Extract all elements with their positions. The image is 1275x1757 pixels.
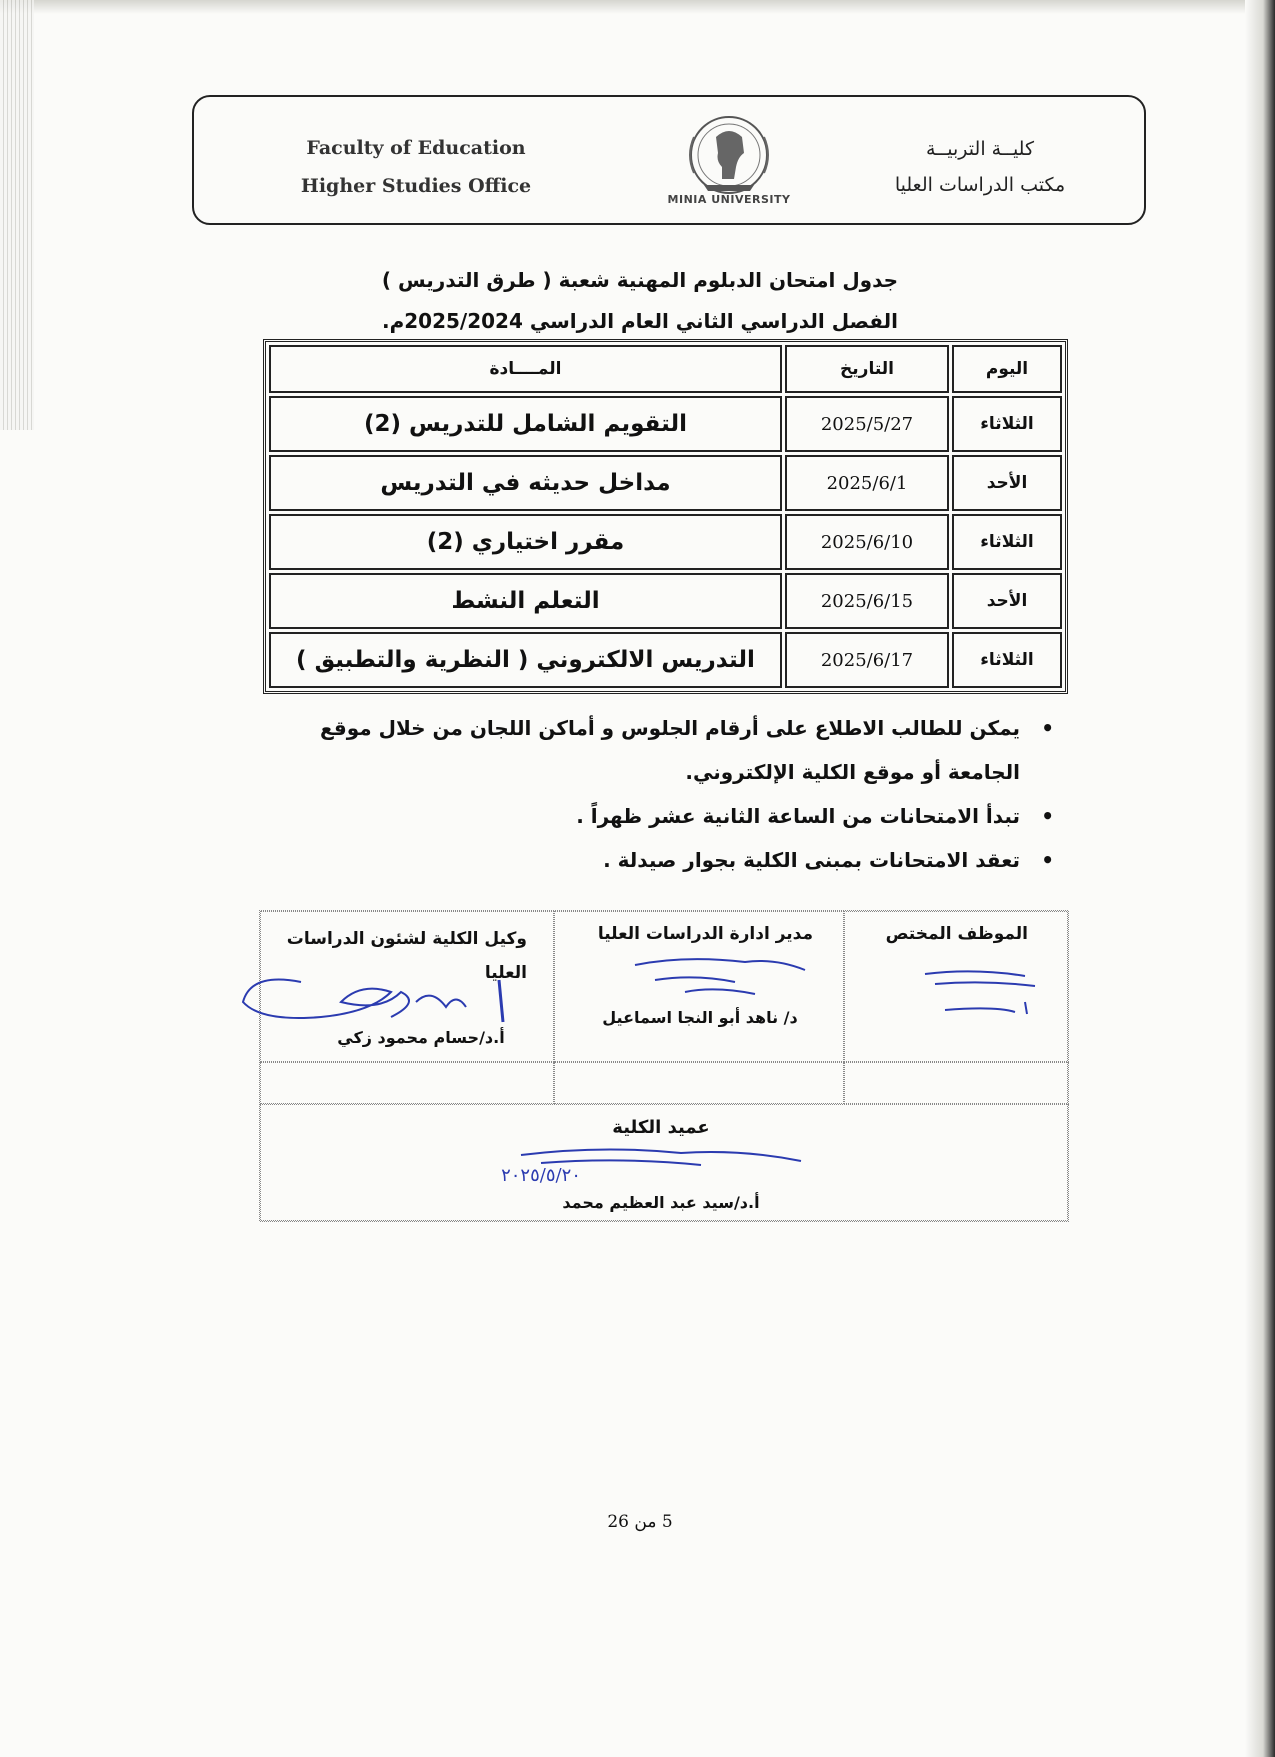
header-day: اليوم xyxy=(952,345,1062,393)
document-title: جدول امتحان الدبلوم المهنية شعبة ( طرق التدريس ) xyxy=(381,268,899,292)
vice-dean-cell xyxy=(260,911,554,1062)
empty-cell xyxy=(554,1062,844,1104)
row-day: الأحد xyxy=(952,455,1062,511)
logo-caption: MINIA UNIVERSITY xyxy=(667,193,791,206)
scan-right-edge xyxy=(1245,0,1275,1757)
director-cell xyxy=(554,911,844,1062)
row-date: 2025/6/1 xyxy=(785,455,949,511)
employee-cell xyxy=(844,911,1069,1062)
dean-title: عميد الكلية xyxy=(612,1117,710,1138)
vice-dean-name: أ.د/حسام محمود زكي xyxy=(337,1028,505,1047)
row-day: الثلاثاء xyxy=(952,396,1062,452)
director-signature-icon xyxy=(625,950,825,1002)
director-name: د/ ناهد أبو النجا اسماعيل xyxy=(602,1008,798,1027)
table-row xyxy=(269,632,1062,688)
row-day: الثلاثاء xyxy=(952,632,1062,688)
table-row xyxy=(269,455,1062,511)
note-item: • تبدأ الامتحانات من الساعة الثانية عشر ظهراً . xyxy=(300,794,1020,838)
office-name-ar: مكتب الدراسات العليا xyxy=(894,174,1066,196)
table-row xyxy=(269,514,1062,570)
table-row xyxy=(269,396,1062,452)
row-date: 2025/6/10 xyxy=(785,514,949,570)
employee-title: الموظف المختص xyxy=(885,924,1028,944)
dean-handwritten-date: ٢٠٢٥/٥/٢٠ xyxy=(501,1165,581,1186)
row-subject: التعلم النشط xyxy=(269,573,782,629)
signatures-block xyxy=(259,910,1068,1221)
header-subject: المــــادة xyxy=(269,345,782,393)
row-subject: التقويم الشامل للتدريس (2) xyxy=(269,396,782,452)
note-item: • يمكن للطالب الاطلاع على أرقام الجلوس و أماكن اللجان من خلال موقع الجامعة أو موقع الكلية الإلكتروني. xyxy=(300,706,1020,794)
document-subtitle: الفصل الدراسي الثاني العام الدراسي 2025/2024م. xyxy=(381,309,899,333)
notes-list xyxy=(300,706,1056,882)
employee-signature-icon xyxy=(915,962,1065,1022)
row-subject: التدريس الالكتروني ( النظرية والتطبيق ) xyxy=(269,632,782,688)
scan-top-shadow xyxy=(0,0,1275,14)
row-day: الثلاثاء xyxy=(952,514,1062,570)
note-item: • تعقد الامتحانات بمبنى الكلية بجوار صيدلة . xyxy=(300,838,1020,882)
row-date: 2025/5/27 xyxy=(785,396,949,452)
row-day: الأحد xyxy=(952,573,1062,629)
letterhead-english xyxy=(286,129,546,205)
director-title: مدير ادارة الدراسات العليا xyxy=(597,924,813,944)
vice-dean-signature-icon xyxy=(241,962,531,1032)
vice-dean-title: وكيل الكلية لشئون الدراسات العليا xyxy=(286,929,527,983)
office-name-en: Higher Studies Office xyxy=(300,175,532,197)
empty-cell xyxy=(260,1062,554,1104)
scan-left-edge xyxy=(0,0,34,430)
row-date: 2025/6/15 xyxy=(785,573,949,629)
faculty-name-ar: كليــة التربيــة xyxy=(925,138,1035,160)
header-date: التاريخ xyxy=(785,345,949,393)
row-subject: مقرر اختياري (2) xyxy=(269,514,782,570)
letterhead-arabic xyxy=(850,131,1110,203)
letterhead xyxy=(192,95,1146,225)
table-header-row xyxy=(269,345,1062,393)
dean-name: أ.د/سيد عبد العظيم محمد xyxy=(562,1193,760,1212)
dean-cell xyxy=(260,1104,1069,1222)
page-number: 5 من 26 xyxy=(607,1512,673,1532)
exam-schedule-table xyxy=(263,339,1068,694)
empty-cell xyxy=(844,1062,1069,1104)
row-date: 2025/6/17 xyxy=(785,632,949,688)
row-subject: مداخل حديثه في التدريس xyxy=(269,455,782,511)
table-row xyxy=(269,573,1062,629)
faculty-name-en: Faculty of Education xyxy=(306,137,526,159)
